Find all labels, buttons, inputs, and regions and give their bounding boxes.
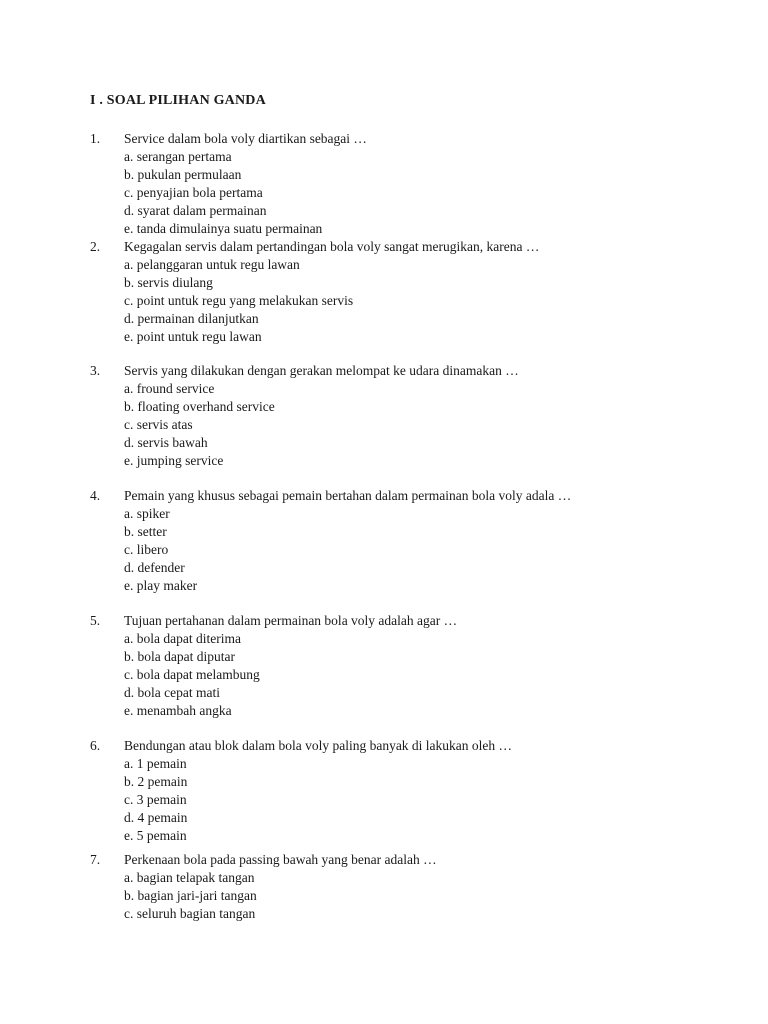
answer-option: e. play maker	[124, 577, 198, 593]
question-text: Bendungan atau blok dalam bola voly paling banyak di lakukan oleh …	[124, 738, 513, 753]
answer-option: d. syarat dalam permainan	[124, 202, 267, 218]
answer-option: d. defender	[124, 559, 185, 575]
question-text: Perkenaan bola pada passing bawah yang benar adalah …	[124, 852, 437, 867]
answer-option: d. bola cepat mati	[124, 684, 220, 700]
answer-options	[124, 148, 322, 238]
answer-option: c. 3 pemain	[124, 791, 187, 807]
answer-option: a. pelanggaran untuk regu lawan	[124, 257, 300, 272]
answer-options	[124, 755, 187, 845]
answer-option: b. servis diulang	[124, 274, 213, 290]
answer-option: a. spiker	[124, 506, 170, 521]
question-number: 4.	[90, 488, 101, 503]
answer-option: a. fround service	[124, 381, 215, 396]
question-number: 6.	[90, 738, 101, 753]
answer-option: e. jumping service	[124, 452, 224, 468]
answer-option: c. penyajian bola pertama	[124, 184, 263, 200]
answer-option: c. bola dapat melambung	[124, 666, 260, 682]
question-number: 5.	[90, 613, 101, 628]
answer-option: b. bola dapat diputar	[124, 648, 235, 664]
answer-option: e. 5 pemain	[124, 827, 187, 843]
answer-option: a. 1 pemain	[124, 756, 187, 771]
answer-option: d. 4 pemain	[124, 809, 188, 825]
question-text: Service dalam bola voly diartikan sebagai …	[124, 131, 367, 146]
answer-option: a. bagian telapak tangan	[124, 870, 255, 885]
answer-options	[124, 380, 275, 470]
answer-option: b. pukulan permulaan	[124, 166, 242, 182]
question-number: 7.	[90, 852, 101, 867]
answer-options	[124, 505, 197, 595]
answer-option: b. 2 pemain	[124, 773, 188, 789]
question-text: Servis yang dilakukan dengan gerakan melompat ke udara dinamakan …	[124, 363, 519, 378]
answer-option: c. servis atas	[124, 416, 193, 432]
question-text: Tujuan pertahanan dalam permainan bola voly adalah agar …	[124, 613, 458, 628]
answer-option: a. bola dapat diterima	[124, 631, 241, 646]
answer-option: c. seluruh bagian tangan	[124, 905, 256, 921]
answer-option: e. menambah angka	[124, 702, 232, 718]
question-text: Pemain yang khusus sebagai pemain bertahan dalam permainan bola voly adala …	[124, 488, 572, 503]
question-text: Kegagalan servis dalam pertandingan bola voly sangat merugikan, karena …	[124, 239, 540, 254]
question-number: 1.	[90, 131, 101, 146]
answer-option: a. serangan pertama	[124, 149, 232, 164]
answer-option: e. tanda dimulainya suatu permainan	[124, 220, 323, 236]
answer-option: b. setter	[124, 523, 167, 539]
answer-option: e. point untuk regu lawan	[124, 328, 262, 344]
answer-options	[124, 630, 260, 720]
question-number: 3.	[90, 363, 101, 378]
answer-option: c. libero	[124, 541, 169, 557]
answer-option: c. point untuk regu yang melakukan servis	[124, 292, 354, 308]
answer-option: d. servis bawah	[124, 434, 208, 450]
answer-option: d. permainan dilanjutkan	[124, 310, 259, 326]
question-number: 2.	[90, 239, 101, 254]
answer-options	[124, 256, 353, 346]
section-title: I . SOAL PILIHAN GANDA	[90, 93, 266, 108]
answer-option: b. floating overhand service	[124, 398, 275, 414]
answer-options	[124, 869, 257, 923]
answer-option: b. bagian jari-jari tangan	[124, 887, 257, 903]
